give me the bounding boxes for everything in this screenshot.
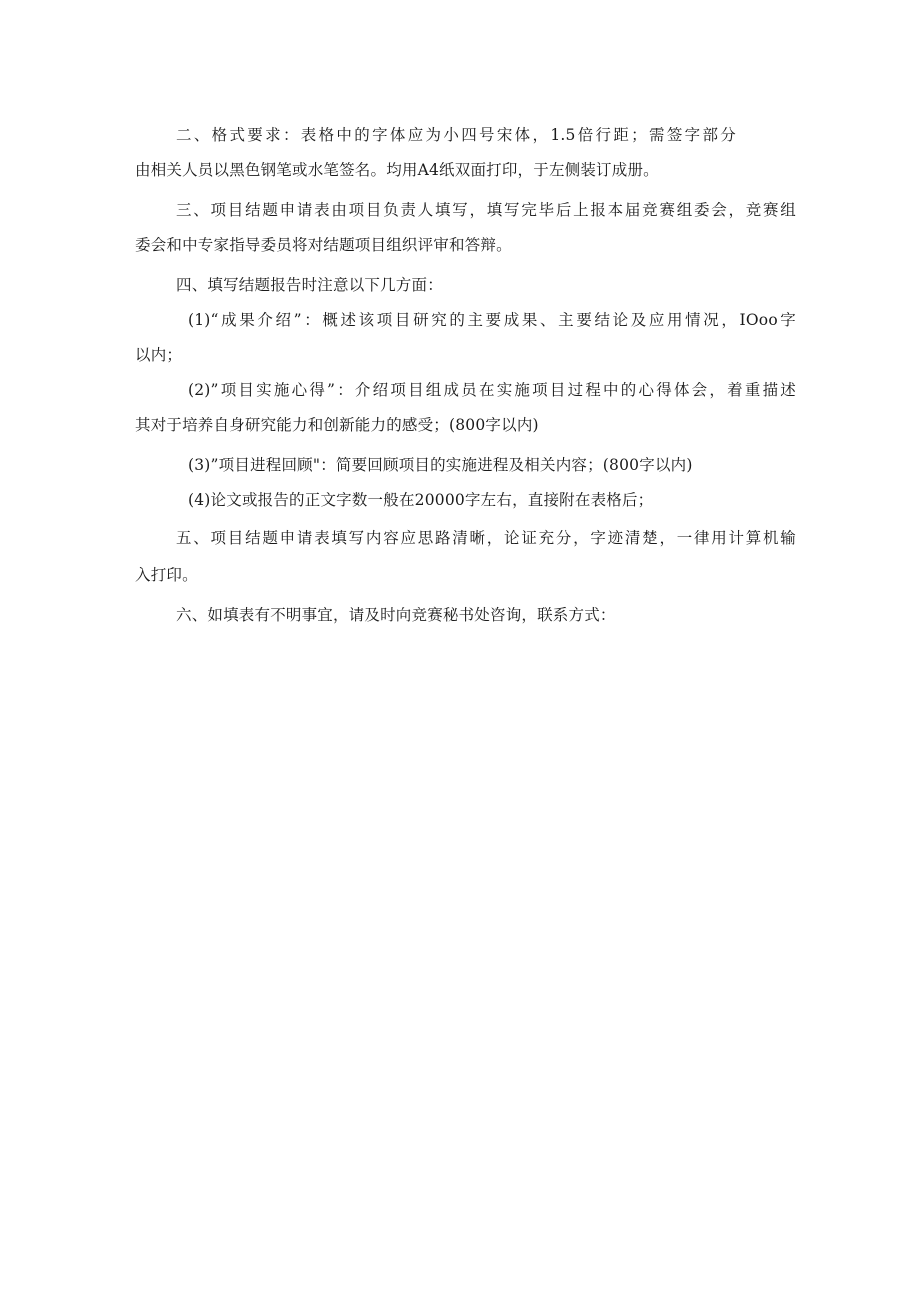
content-rule-line-2: 入打印。 xyxy=(135,566,198,584)
submission-rule-line-1: 三、项目结题申请表由项目负责人填写，填写完毕后上报本届竞赛组委会，竞赛组 xyxy=(176,201,796,219)
note-1-line-2: 以内； xyxy=(135,346,183,364)
note-1-line-1: (1)“成果介绍”：概述该项目研究的主要成果、主要结论及应用情况，IOoo字 xyxy=(188,311,796,329)
content-rule-line-1: 五、项目结题申请表填写内容应思路清晰，论证充分，字迹清楚，一律用计算机输 xyxy=(176,529,796,547)
format-requirements-line-1: 二、格式要求：表格中的字体应为小四号宋体，1.5倍行距；需签字部分 xyxy=(176,126,736,144)
report-notes-heading: 四、填写结题报告时注意以下几方面： xyxy=(176,276,443,294)
note-4-line: (4)论文或报告的正文字数一般在20000字左右，直接附在表格后； xyxy=(188,491,654,509)
contact-info-line: 六、如填表有不明事宜，请及时向竞赛秘书处咨询，联系方式： xyxy=(176,606,616,624)
note-2-line-2: 其对于培养自身研究能力和创新能力的感受；(800字以内) xyxy=(135,416,539,434)
note-2-line-1: (2)”项目实施心得”：介绍项目组成员在实施项目过程中的心得体会，着重描述 xyxy=(188,381,796,399)
format-requirements-line-2: 由相关人员以黑色钢笔或水笔签名。均用A4纸双面打印，于左侧装订成册。 xyxy=(135,161,659,179)
submission-rule-line-2: 委会和中专家指导委员将对结题项目组织评审和答辩。 xyxy=(135,236,512,254)
note-3-line: (3)”项目进程回顾"：简要回顾项目的实施进程及相关内容；(800字以内) xyxy=(188,456,693,474)
